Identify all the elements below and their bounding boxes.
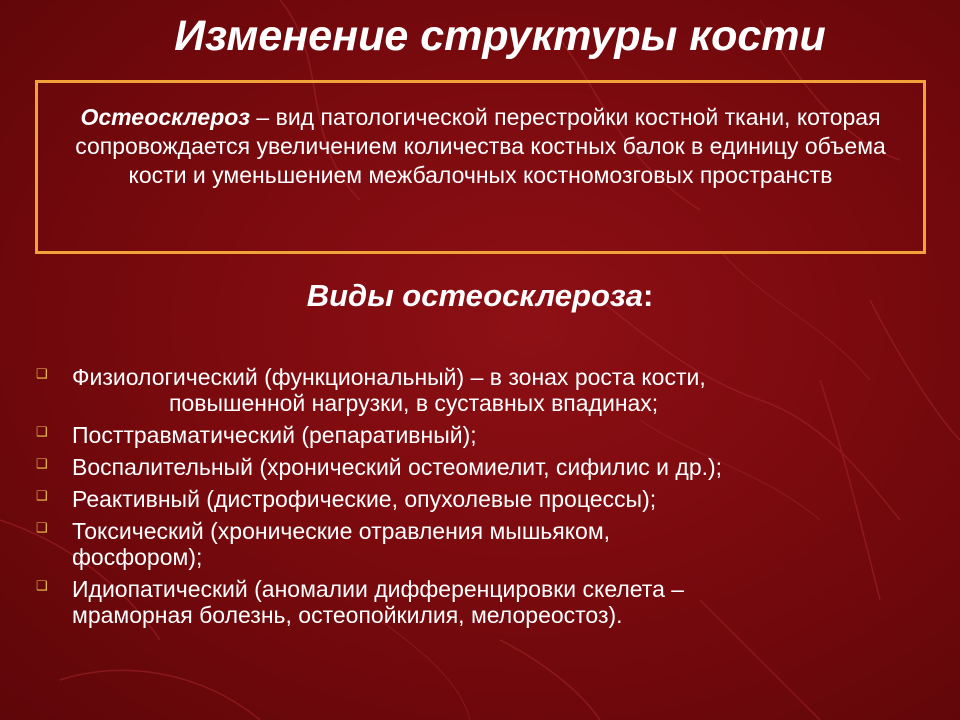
types-heading-text: Виды остеосклероза: [306, 278, 643, 313]
list-item-text-cont: повышенной нагрузки, в суставных впадинах;: [169, 390, 659, 416]
list-item-text: Реактивный (дистрофические, опухолевые процессы);: [72, 486, 657, 512]
definition-term: Остеосклероз: [80, 104, 251, 130]
list-item-text: Токсический (хронические отравления мышьяком,: [72, 518, 611, 544]
square-bullet-icon: ❑: [36, 424, 48, 439]
list-item: [34, 518, 934, 570]
list-item: [34, 364, 934, 416]
list-item-text: Физиологический (функциональный) – в зонах роста кости,: [72, 364, 706, 390]
square-bullet-icon: ❑: [36, 456, 48, 471]
list-item-text: Посттравматический (репаративный);: [72, 422, 477, 448]
square-bullet-icon: ❑: [36, 366, 48, 381]
list-item-text-cont: мраморная болезнь, остеопойкилия, мелореостоз).: [72, 602, 623, 628]
list-item: [34, 486, 934, 512]
list-item: [34, 422, 934, 448]
list-item: [34, 454, 934, 480]
list-item: [34, 576, 934, 628]
square-bullet-icon: ❑: [36, 578, 48, 593]
types-list: [34, 364, 934, 634]
square-bullet-icon: ❑: [36, 520, 48, 535]
list-item-text: Воспалительный (хронический остеомиелит, сифилис и др.);: [72, 454, 723, 480]
list-item-text: Идиопатический (аномалии дифференцировки скелета –: [72, 576, 685, 602]
square-bullet-icon: ❑: [36, 488, 48, 503]
definition-box: [35, 80, 926, 254]
slide-title: Изменение структуры кости: [174, 12, 826, 60]
list-item-text-cont: фосфором);: [72, 544, 203, 570]
types-heading: [0, 276, 960, 316]
types-heading-colon: :: [642, 278, 654, 313]
definition-text: – вид патологической перестройки костной ткани, которая сопровождается увеличением количества костных балок в единицу объема кости и уменьшением межбалочных костномозговых пространств: [75, 104, 886, 188]
